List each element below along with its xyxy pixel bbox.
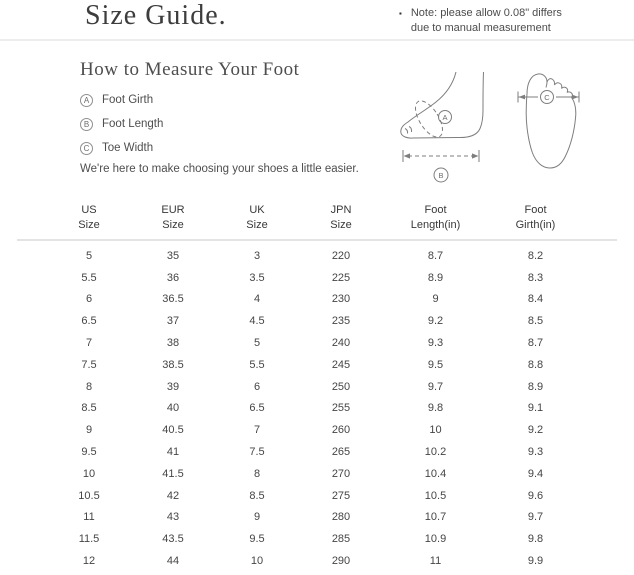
table-cell: 240 xyxy=(331,337,351,350)
table-cell: 8.5 xyxy=(527,315,544,328)
table-cell: 245 xyxy=(331,358,351,371)
page-title: Size Guide. xyxy=(85,0,227,31)
column-header-jpn-size xyxy=(299,203,383,239)
legend-label: Foot Length xyxy=(102,118,164,130)
circle-a-icon: A xyxy=(80,94,93,107)
table-cell: 6.5 xyxy=(81,315,97,328)
table-cell: 10.9 xyxy=(424,533,447,546)
table-cell: 9.5 xyxy=(249,533,265,546)
note-line1: Note: please allow 0.08" differs xyxy=(410,7,562,19)
note-line2: due to manual measurement xyxy=(410,22,551,34)
header-line: Size xyxy=(162,219,184,231)
table-cell: 37 xyxy=(166,315,180,328)
table-cell: 255 xyxy=(331,402,351,415)
header-line: Size xyxy=(246,219,268,231)
table-cell: 41 xyxy=(166,446,180,459)
header-line: Foot xyxy=(424,204,447,216)
table-cell: 40.5 xyxy=(162,424,184,437)
table-cell: 8.5 xyxy=(249,489,265,502)
table-row xyxy=(17,376,617,398)
table-cell: 43.5 xyxy=(162,533,184,546)
table-cell: 40 xyxy=(166,402,180,415)
table-cell: 275 xyxy=(331,489,351,502)
table-cell: 250 xyxy=(331,380,351,393)
measurement-note xyxy=(399,6,562,36)
table-row xyxy=(17,463,617,485)
table-row xyxy=(17,354,617,376)
header-line: US xyxy=(81,204,97,216)
table-cell: 235 xyxy=(331,315,351,328)
table-cell: 5.5 xyxy=(81,271,97,284)
circle-c-icon: C xyxy=(80,142,93,155)
measure-legend xyxy=(80,93,163,165)
table-cell: 260 xyxy=(331,424,351,437)
legend-label: Foot Girth xyxy=(102,94,154,106)
table-row xyxy=(17,441,617,463)
table-cell: 10 xyxy=(429,424,442,437)
column-header-us-size xyxy=(47,203,131,239)
header-line: Size xyxy=(78,219,100,231)
toe-lines xyxy=(405,127,412,134)
header-line: Girth(in) xyxy=(515,219,556,231)
table-cell: 9.5 xyxy=(427,358,444,371)
table-cell: 9.2 xyxy=(527,424,544,437)
table-cell: 3.5 xyxy=(249,271,265,284)
header-line: JPN xyxy=(330,204,352,216)
table-cell: 8.7 xyxy=(427,249,444,262)
length-arrow-right xyxy=(472,153,479,158)
table-cell: 9 xyxy=(253,511,261,524)
table-cell: 3 xyxy=(253,249,261,262)
table-cell: 11 xyxy=(83,511,95,524)
size-table xyxy=(17,203,617,572)
table-cell: 9.9 xyxy=(527,555,544,568)
foot-measure-diagram xyxy=(393,66,593,184)
table-row xyxy=(17,332,617,354)
column-header-foot-girth xyxy=(488,203,583,239)
table-row xyxy=(17,245,617,267)
table-cell: 270 xyxy=(331,467,351,480)
table-row xyxy=(17,267,617,289)
table-cell: 9 xyxy=(85,424,93,437)
table-cell: 9.4 xyxy=(527,467,544,480)
diagram-label-b: B xyxy=(438,170,444,180)
table-cell: 6 xyxy=(85,293,93,306)
measure-heading: How to Measure Your Foot xyxy=(80,59,300,80)
table-cell: 38 xyxy=(166,337,180,350)
header-line: UK xyxy=(249,204,265,216)
table-cell: 9.8 xyxy=(427,402,444,415)
table-cell: 6.5 xyxy=(249,402,265,415)
legend-label: Toe Width xyxy=(102,142,154,154)
legend-item-foot-length xyxy=(80,117,163,131)
table-cell: 35 xyxy=(166,249,180,262)
table-cell: 9.5 xyxy=(81,446,97,459)
table-cell: 8.2 xyxy=(527,249,544,262)
table-cell: 225 xyxy=(331,271,351,284)
column-header-foot-length xyxy=(383,203,488,239)
diagram-label-a: A xyxy=(442,112,448,122)
legend-item-toe-width xyxy=(80,141,163,155)
table-row xyxy=(17,289,617,311)
table-cell: 9.7 xyxy=(427,380,444,393)
table-cell: 9.1 xyxy=(527,402,544,415)
table-cell: 5 xyxy=(85,249,93,262)
top-foot-view xyxy=(518,74,579,168)
table-cell: 8.9 xyxy=(427,271,444,284)
square-bullet-icon: ▪ xyxy=(399,9,402,18)
side-foot-view xyxy=(401,72,484,182)
table-cell: 6 xyxy=(253,380,261,393)
table-row xyxy=(17,310,617,332)
table-row xyxy=(17,485,617,507)
header-divider xyxy=(0,39,634,41)
table-cell: 39 xyxy=(166,380,180,393)
column-header-uk-size xyxy=(215,203,299,239)
table-cell: 12 xyxy=(82,555,96,568)
table-row xyxy=(17,398,617,420)
foot-diagram-svg xyxy=(393,66,593,184)
table-cell: 8.7 xyxy=(527,337,544,350)
toe-width-arrow-left xyxy=(519,95,526,100)
table-cell: 4 xyxy=(253,293,261,306)
table-row xyxy=(17,528,617,550)
table-cell: 10.5 xyxy=(424,489,447,502)
table-cell: 11 xyxy=(429,555,442,568)
table-cell: 11.5 xyxy=(78,533,100,546)
table-cell: 44 xyxy=(166,555,180,568)
column-header-eur-size xyxy=(131,203,215,239)
table-cell: 10.4 xyxy=(424,467,447,480)
table-cell: 10.2 xyxy=(424,446,447,459)
note-text xyxy=(411,6,562,36)
table-cell: 36 xyxy=(166,271,180,284)
table-cell: 7 xyxy=(253,424,261,437)
table-cell: 290 xyxy=(331,555,351,568)
table-cell: 9.7 xyxy=(527,511,544,524)
table-cell: 5 xyxy=(253,337,261,350)
table-cell: 265 xyxy=(331,446,351,459)
circle-b-icon: B xyxy=(80,118,93,131)
table-cell: 8.8 xyxy=(527,358,544,371)
table-cell: 280 xyxy=(331,511,351,524)
table-cell: 10 xyxy=(82,467,96,480)
size-table-body xyxy=(17,241,617,572)
size-table-header xyxy=(17,203,617,239)
table-cell: 9.2 xyxy=(427,315,444,328)
header-line: Length(in) xyxy=(410,219,461,231)
table-cell: 285 xyxy=(331,533,351,546)
table-cell: 220 xyxy=(331,249,351,262)
header-line: EUR xyxy=(161,204,185,216)
table-cell: 7.5 xyxy=(249,446,265,459)
table-cell: 9.3 xyxy=(527,446,544,459)
table-cell: 38.5 xyxy=(162,358,184,371)
table-cell: 7.5 xyxy=(81,358,97,371)
table-cell: 9.8 xyxy=(527,533,544,546)
tagline: We're here to make choosing your shoes a little easier. xyxy=(80,163,359,175)
table-row xyxy=(17,419,617,441)
table-cell: 8.5 xyxy=(81,402,97,415)
table-cell: 42 xyxy=(166,489,180,502)
table-row xyxy=(17,550,617,572)
table-cell: 5.5 xyxy=(249,358,265,371)
length-arrow-left xyxy=(404,153,411,158)
table-cell: 9.3 xyxy=(427,337,444,350)
table-cell: 41.5 xyxy=(162,467,184,480)
toe-width-arrow-right xyxy=(572,95,579,100)
top-foot-outline xyxy=(526,74,576,168)
table-cell: 10.5 xyxy=(78,489,100,502)
table-cell: 8 xyxy=(253,467,261,480)
table-cell: 36.5 xyxy=(162,293,184,306)
table-row xyxy=(17,507,617,529)
header-line: Foot xyxy=(524,204,547,216)
table-cell: 8.3 xyxy=(527,271,544,284)
table-cell: 7 xyxy=(85,337,93,350)
diagram-label-c: C xyxy=(544,92,550,102)
table-cell: 8 xyxy=(85,380,93,393)
table-cell: 43 xyxy=(166,511,180,524)
table-cell: 9.6 xyxy=(527,489,544,502)
table-cell: 4.5 xyxy=(249,315,265,328)
legend-item-foot-girth xyxy=(80,93,163,107)
table-cell: 8.9 xyxy=(527,380,544,393)
table-cell: 230 xyxy=(331,293,351,306)
table-cell: 8.4 xyxy=(527,293,544,306)
header-line: Size xyxy=(330,219,352,231)
table-cell: 10.7 xyxy=(424,511,447,524)
table-cell: 10 xyxy=(250,555,264,568)
table-cell: 9 xyxy=(432,293,439,306)
